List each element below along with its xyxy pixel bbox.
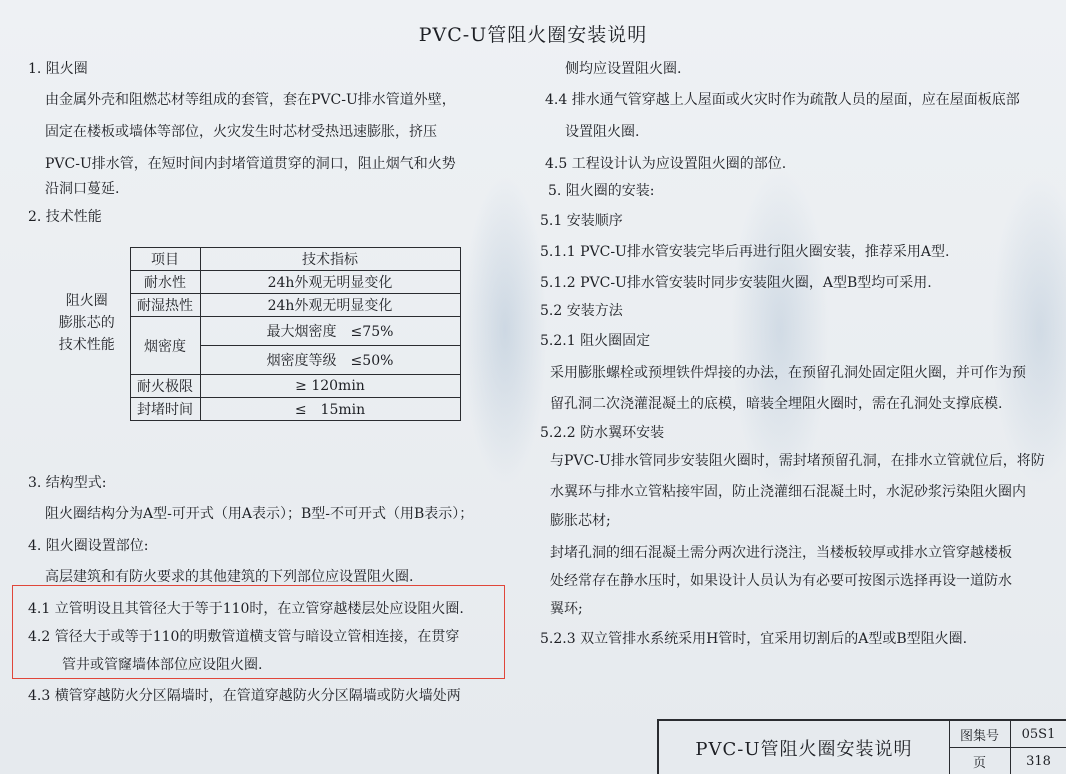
item-4-2-line-2: 管井或管窿墙体部位应设阻火圈. (62, 657, 263, 673)
right-line-7: 5.1.1 PVC-U排水管安装完毕后再进行阻火圈安装，推荐采用A型. (540, 244, 950, 260)
right-line-5: 5. 阻火圈的安装: (548, 183, 655, 199)
section-4-heading: 4. 阻火圈设置部位: (28, 538, 149, 554)
right-line-2: 4.4 排水通气管穿越上人屋面或火灾时作为疏散人员的屋面，应在屋面板底部 (545, 92, 1020, 108)
section-1-heading: 1. 阻火圈 (28, 61, 88, 77)
right-line-3: 设置阻火圈. (565, 124, 640, 140)
section-1-line-3: PVC-U排水管，在短时间内封堵管道贯穿的洞口，阻止烟气和火势 (45, 156, 456, 172)
right-line-4: 4.5 工程设计认为应设置阻火圈的部位. (545, 156, 787, 172)
right-line-15: 水翼环与排水立管粘接牢固，防止浇灌细石混凝土时，水泥砂浆污染阻火圈内 (550, 484, 1026, 500)
table-header-item: 项目 (130, 248, 200, 271)
right-line-14: 与PVC-U排水管同步安装阻火圈时，需封堵预留孔洞，在排水立管就位后，将防 (550, 453, 1045, 469)
highlight-box (12, 585, 505, 679)
right-line-16: 膨胀芯材; (550, 513, 611, 529)
table-row: 烟密度 最大烟密度 ≤75% (44, 317, 460, 346)
tech-spec-table (44, 247, 461, 421)
right-line-10: 5.2.1 阻火圈固定 (540, 333, 651, 349)
table-row: 耐火极限 ≥ 120min (44, 375, 460, 398)
section-1-line-4: 沿洞口蔓延. (45, 181, 120, 197)
section-1-line-2: 固定在楼板或墙体等部位，火灾发生时芯材受热迅速膨胀，挤压 (45, 124, 437, 140)
right-line-12: 留孔洞二次浇灌混凝土的底模，暗装全埋阻火圈时，需在孔洞处支撑底模. (550, 396, 1003, 412)
table-row: 烟密度等级 ≤50% (44, 346, 460, 375)
item-4-1: 4.1 立管明设且其管径大于等于110时，在立管穿越楼层处应设阻火圈. (28, 601, 464, 617)
right-line-13: 5.2.2 防水翼环安装 (540, 425, 665, 441)
table-group-label: 阻火圈 膨胀芯的 技术性能 (58, 292, 115, 353)
right-line-1: 侧均应设置阻火圈. (565, 61, 682, 77)
table-row: 耐湿热性 24h外观无明显变化 (44, 294, 460, 317)
section-4-line: 高层建筑和有防火要求的其他建筑的下列部位应设置阻火圈. (45, 569, 414, 585)
section-1-line-1: 由金属外壳和阻燃芯材等组成的套管，套在PVC-U排水管道外壁， (45, 92, 456, 108)
right-line-20: 5.2.3 双立管排水系统采用H管时，宜采用切割后的A型或B型阻火圈. (540, 631, 968, 647)
right-line-11: 采用膨胀螺栓或预埋铁件焊接的办法，在预留孔洞处固定阻火圈，并可作为预 (550, 365, 1026, 381)
table-row: 封堵时间 ≤ 15min (44, 398, 460, 421)
item-4-3: 4.3 横管穿越防火分区隔墙时，在管道穿越防火分区隔墙或防火墙处两 (28, 688, 461, 704)
section-3-line: 阻火圈结构分为A型-可开式（用A表示）；B型-不可开式（用B表示）； (45, 506, 474, 522)
page-number-value: 318 (1026, 753, 1051, 769)
atlas-number-value: 05S1 (1011, 721, 1066, 748)
right-line-19: 翼环; (550, 601, 583, 617)
right-line-6: 5.1 安装顺序 (540, 213, 623, 229)
section-3-heading: 3. 结构型式: (28, 475, 107, 491)
table-header-spec: 技术指标 (200, 248, 460, 271)
right-line-17: 封堵孔洞的细石混凝土需分两次进行浇注，当楼板较厚或排水立管穿越楼板 (550, 545, 1012, 561)
section-2-heading: 2. 技术性能 (28, 209, 102, 225)
page-number-label: 页 (949, 748, 1011, 774)
right-line-8: 5.1.2 PVC-U排水管安装时同步安装阻火圈，A型B型均可采用. (540, 275, 932, 291)
table-row: 耐水性 24h外观无明显变化 (44, 271, 460, 294)
page-title: PVC-U管阻火圈安装说明 (418, 24, 648, 46)
right-line-9: 5.2 安装方法 (540, 303, 623, 319)
title-block-name: PVC-U管阻火圈安装说明 (659, 721, 950, 774)
right-line-18: 处经常存在静水压时，如果设计人员认为有必要可按图示选择再设一道防水 (550, 573, 1012, 589)
atlas-number-label: 图集号 (949, 721, 1011, 748)
title-block (657, 719, 1066, 774)
item-4-2-line-1: 4.2 管径大于或等于110的明敷管道横支管与暗设立管相连接，在贯穿 (28, 629, 460, 645)
